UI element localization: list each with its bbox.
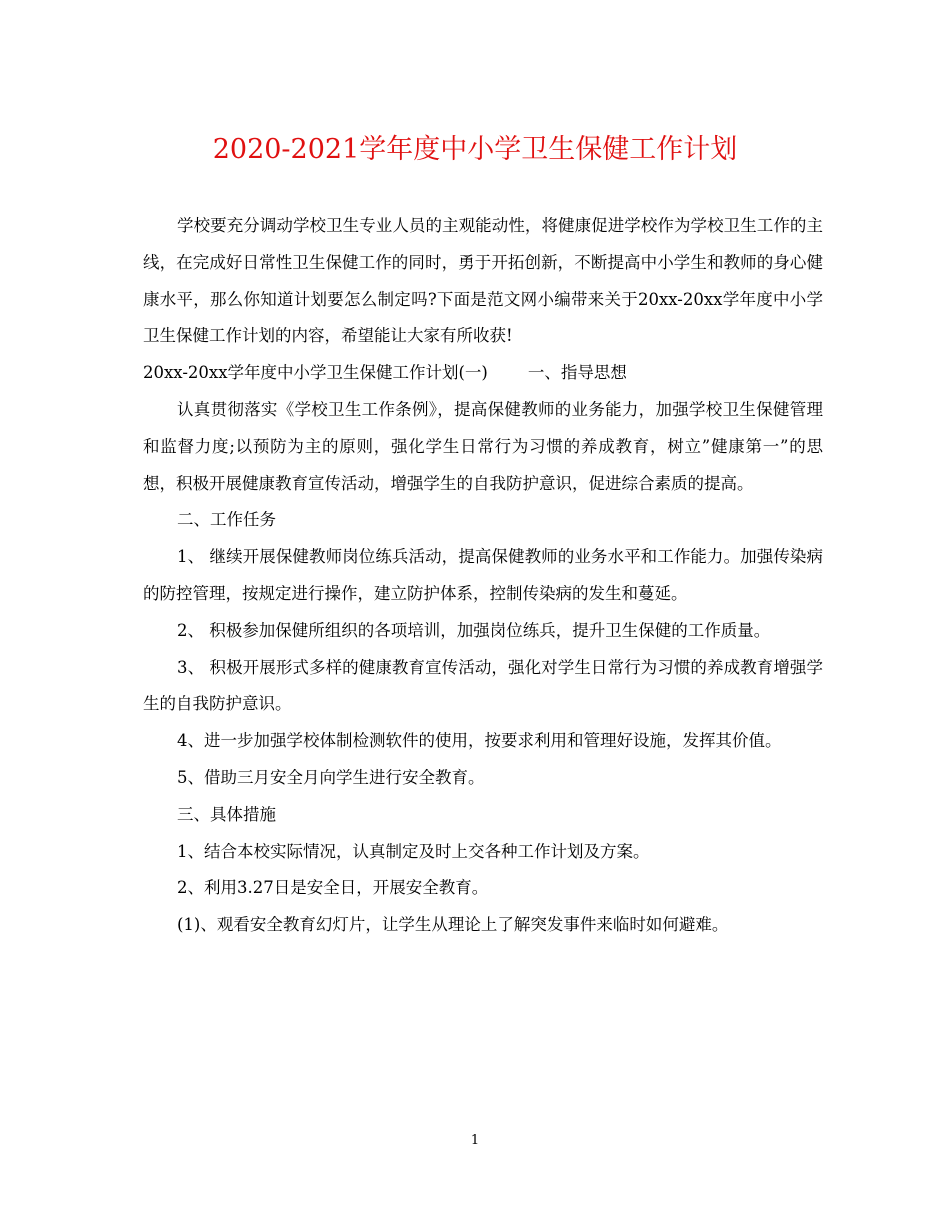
section2-heading: 二、工作任务 [177,510,276,530]
page-number: 1 [470,1133,480,1148]
document-title: 2020-2021学年度中小学卫生保健工作计划 [212,134,738,165]
section1-heading: 一、指导思想 [527,363,627,383]
task-item: 5、借助三月安全月向学生进行安全教育。 [177,767,485,787]
task-item: 1、 继续开展保健教师岗位练兵活动，提高保健教师的业务水平和工作能力。加强传染病的防控管理，按规定进行操作，建立防护体系，控制传染病的发生和蔓延。 [143,547,823,603]
task-item: 3、 积极开展形式多样的健康教育宣传活动，强化对学生日常行为习惯的养成教育增强学生的自我防护意识。 [143,657,823,714]
section1-paragraph: 认真贯彻落实《学校卫生工作条例》，提高保健教师的业务能力，加强学校卫生保健管理和监督力度;以预防为主的原则，强化学生日常行为习惯的养成教育，树立”健康第一”的思想，积极开展健康教育宣传活动，增强学生的自我防护意识，促进综合素质的提高。 [143,399,823,493]
document-body [143,208,823,944]
task-item: 2、 积极参加保健所组织的各项培训，加强岗位练兵，提升卫生保健的工作质量。 [177,620,771,640]
measure-item: (1)、观看安全教育幻灯片，让学生从理论上了解突发事件来临时如何避难。 [177,915,729,935]
measure-item: 1、结合本校实际情况，认真制定及时上交各种工作计划及方案。 [177,841,650,861]
task-item: 4、进一步加强学校体制检测软件的使用，按要求利用和管理好设施，发挥其价值。 [177,731,782,751]
measure-item: 2、利用3.27日是安全日，开展安全教育。 [177,878,489,898]
plan-heading-line [143,355,823,392]
section3-heading: 三、具体措施 [177,804,276,824]
intro-paragraph: 学校要充分调动学校卫生专业人员的主观能动性，将健康促进学校作为学校卫生工作的主线，在完成好日常性卫生保健工作的同时，勇于开拓创新，不断提高中小学生和教师的身心健康水平，那么你知道计划要怎么制定吗?下面是范文网小编带来关于20xx-20xx学年度中小学卫生保健工作计划的内容，希望能让大家有所收获! [143,216,823,346]
plan-heading: 20xx-20xx学年度中小学卫生保健工作计划(一) [143,363,488,383]
